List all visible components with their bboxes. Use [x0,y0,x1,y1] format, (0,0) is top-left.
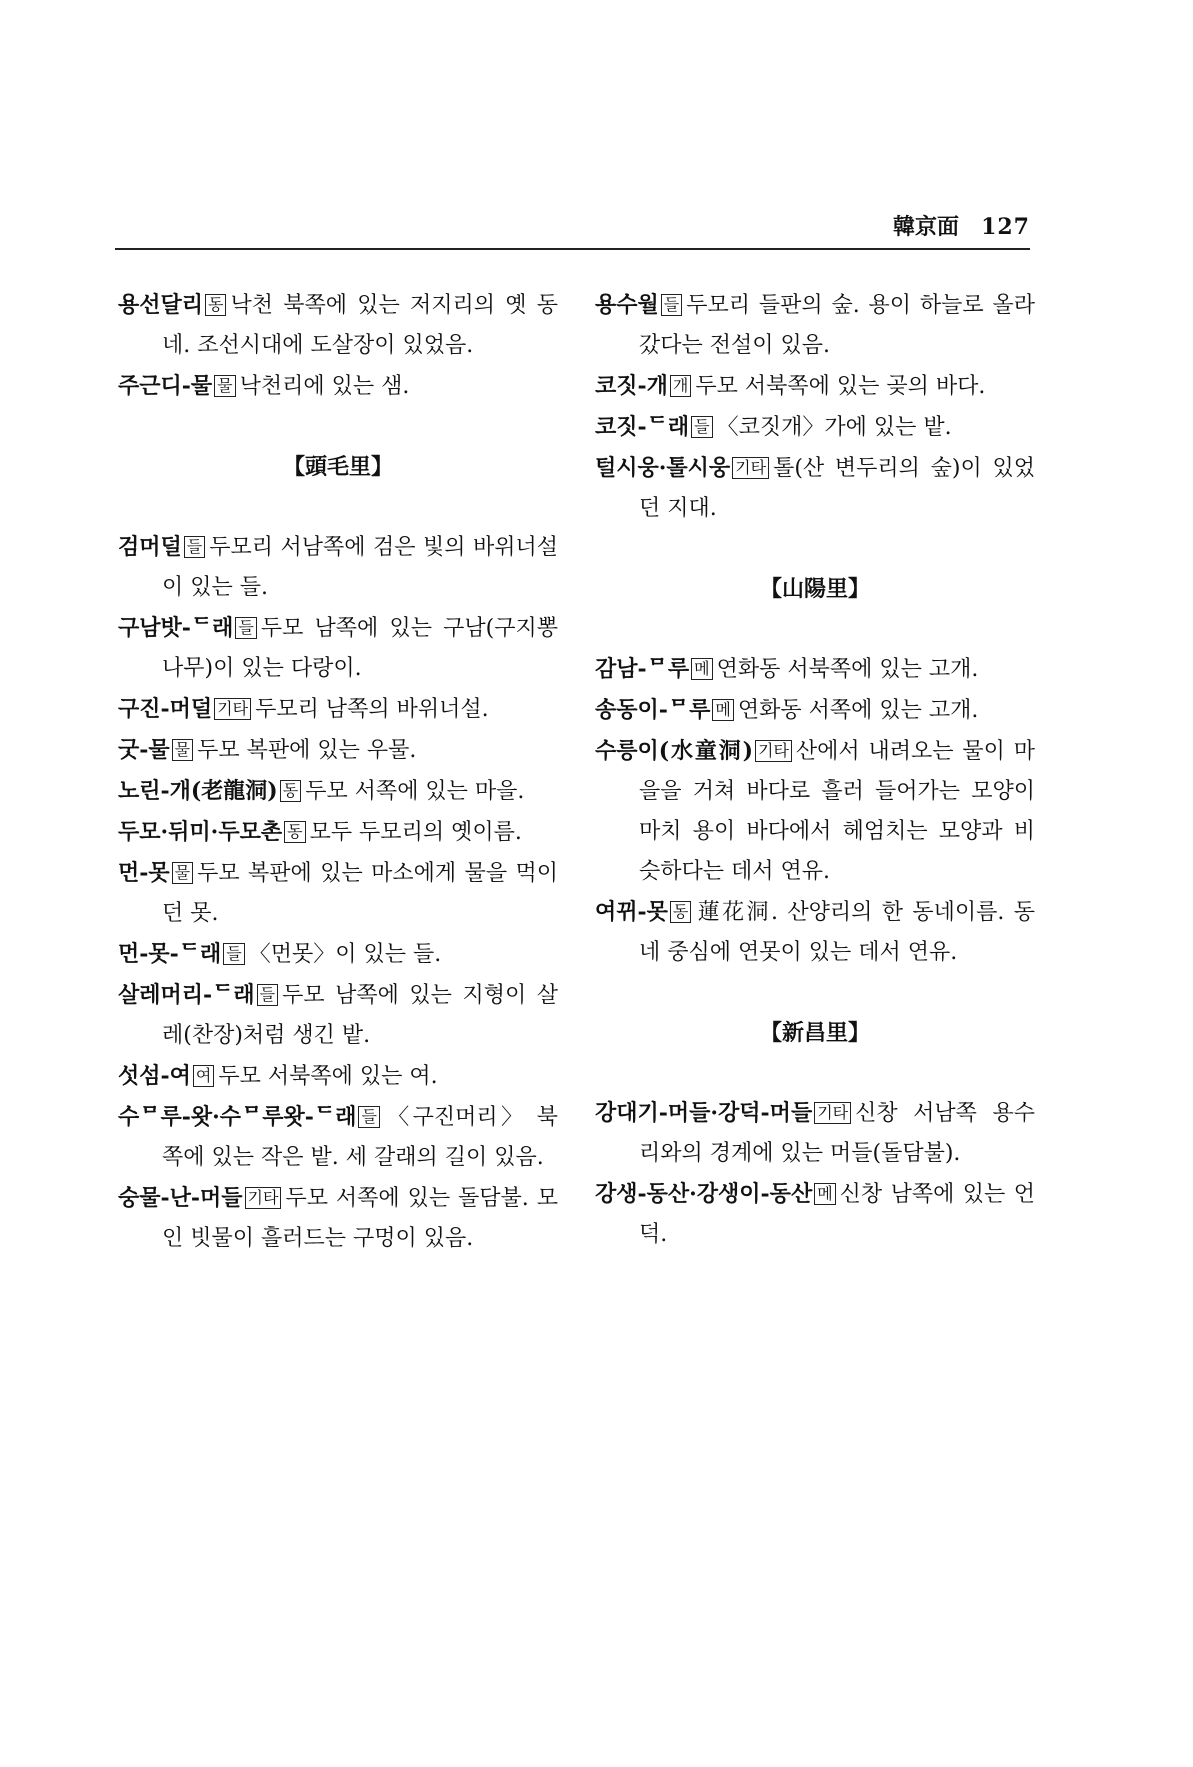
category-tag: 물 [172,739,193,761]
category-tag: 기타 [245,1187,282,1209]
category-tag: 동 [205,294,226,316]
entry-headword: 강생-동산·강생이-동산 [595,1181,813,1207]
entry-definition: 톨(산 변두리의 숲)이 있었던 지대. [639,456,1035,521]
entry-headword: 강대기-머들·강덕-머들 [595,1100,813,1126]
section-spacer [595,1053,1035,1093]
category-tag: 메 [712,699,733,721]
entry-headword: 검머덜 [118,534,182,560]
dictionary-entry [595,1093,1035,1174]
entry-definition: 〈먼못〉이 있는 들. [248,942,442,967]
entry-definition: 두모 복판에 있는 우물. [197,738,417,763]
entry-headword: 먼-못-ᄃ래 [118,941,222,967]
category-tag: 들 [661,294,682,316]
section-spacer [118,407,558,447]
category-tag: 기타 [214,698,251,720]
entry-headword: 노린-개(老龍洞) [118,778,278,804]
category-tag: 기타 [732,457,769,479]
entry-headword: 수ᄆ루-왓·수ᄆ루왓-ᄃ래 [118,1104,357,1130]
dictionary-entry [595,285,1035,366]
dictionary-entry [595,407,1035,448]
entry-definition: 두모 서북쪽에 있는 곶의 바다. [695,374,986,399]
entry-headword: 여뀌-못 [595,899,668,925]
dictionary-entry [595,649,1035,690]
running-head [115,210,1030,244]
category-tag: 동 [280,780,301,802]
entry-headword: 먼-못 [118,860,170,886]
entry-definition: 두모리 서남쪽에 검은 빛의 바위너설이 있는 들. [162,535,558,600]
entry-headword: 두모·뒤미·두모촌 [118,819,283,845]
entry-definition: 신창 남쪽에 있는 언덕. [639,1182,1035,1247]
entry-definition: 신창 서남쪽 용수리와의 경계에 있는 머들(돌담불). [639,1101,1035,1166]
entry-definition: 모두 두모리의 옛이름. [309,820,522,845]
dictionary-entry [118,853,558,934]
category-tag: 들 [358,1106,379,1128]
section-spacer [595,609,1035,649]
dictionary-entry [118,934,558,975]
entry-headword: 숭물-난-머들 [118,1185,243,1211]
entry-definition: 〈코짓개〉가에 있는 밭. [716,415,952,440]
entry-headword: 수릉이(水童洞) [595,738,753,764]
dictionary-entry [118,285,558,366]
dictionary-entry [118,608,558,689]
entry-headword: 살레머리-ᄃ래 [118,982,255,1008]
entry-headword: 용수월 [595,292,659,318]
dictionary-entry [118,527,558,608]
entry-headword: 구남밧-ᄃ래 [118,615,234,641]
dictionary-entry [118,366,558,407]
entry-headword: 송동이-ᄆ루 [595,697,711,723]
category-tag: 물 [172,862,193,884]
header-rule [115,248,1030,250]
entry-headword: 주근디-물 [118,373,213,399]
dictionary-entry [118,812,558,853]
dictionary-entry [118,689,558,730]
entry-definition: 연화동 서쪽에 있는 고개. [737,698,979,723]
entry-definition: 낙천리에 있는 샘. [239,374,410,399]
page-number: 127 [981,214,1030,240]
category-tag: 여 [193,1065,214,1087]
entry-definition: 두모리 들판의 숲. 용이 하늘로 올라갔다는 전설이 있음. [639,293,1035,358]
entry-headword: 코짓-개 [595,373,668,399]
section-spacer [118,487,558,527]
right-column [595,285,1035,1255]
category-tag: 들 [235,617,256,639]
section-heading: 【新昌里】 [759,1020,870,1046]
entry-headword: 코짓-ᄃ래 [595,414,690,440]
dictionary-entry [595,731,1035,892]
dictionary-entry [118,1178,558,1259]
dictionary-entry [118,975,558,1056]
dictionary-entry [595,1174,1035,1255]
entry-headword: 용선달리 [118,292,204,318]
category-tag: 동 [670,901,691,923]
category-tag: 들 [257,984,278,1006]
entry-headword: 굿-물 [118,737,170,763]
category-tag: 메 [691,658,712,680]
entry-definition: 두모리 남쪽의 바위너설. [255,697,489,722]
entry-definition: 연화동 서북쪽에 있는 고개. [716,657,979,682]
dictionary-entry [118,1056,558,1097]
section-title: 韓京面 [893,214,960,240]
category-tag: 기타 [755,740,792,762]
dictionary-entry [595,366,1035,407]
entry-definition: 두모 서쪽에 있는 돌담불. 모인 빗물이 흘러드는 구멍이 있음. [162,1186,558,1251]
entry-headword: 털시웅·톨시웅 [595,455,731,481]
entry-definition: 두모 남쪽에 있는 지형이 살레(찬장)처럼 생긴 밭. [162,983,558,1048]
entry-headword: 섯섬-여 [118,1063,191,1089]
category-tag: 들 [691,416,712,438]
dictionary-entry [118,730,558,771]
dictionary-entry [118,1097,558,1178]
category-tag: 개 [670,375,691,397]
category-tag: 기타 [814,1102,851,1124]
dictionary-entry [595,690,1035,731]
entry-definition: 두모 서쪽에 있는 마을. [305,779,525,804]
section-spacer [595,973,1035,1013]
entry-definition: 두모 남쪽에 있는 구남(구지뽕나무)이 있는 다랑이. [162,616,558,681]
entry-definition: 蓮花洞. 산양리의 한 동네이름. 동네 중심에 연못이 있는 데서 연유. [639,900,1035,965]
category-tag: 동 [284,821,305,843]
category-tag: 들 [223,943,244,965]
dictionary-entry [595,892,1035,973]
section-heading: 【山陽里】 [759,576,870,602]
entry-definition: 두모 서북쪽에 있는 여. [218,1064,438,1089]
category-tag: 들 [184,536,205,558]
category-tag: 물 [214,375,235,397]
section-spacer [595,529,1035,569]
entry-definition: 낙천 북쪽에 있는 저지리의 옛 동네. 조선시대에 도살장이 있었음. [162,293,558,358]
entry-definition: 산에서 내려오는 물이 마을을 거쳐 바다로 흘러 들어가는 모양이 마치 용이 바다에서 헤엄치는 모양과 비슷하다는 데서 연유. [639,739,1035,884]
entry-definition: 〈구진머리〉 북쪽에 있는 작은 밭. 세 갈래의 길이 있음. [162,1105,558,1170]
entry-definition: 두모 복판에 있는 마소에게 물을 먹이던 못. [162,861,558,926]
dictionary-entry [595,448,1035,529]
left-column [118,285,558,1259]
entry-headword: 구진-머덜 [118,696,213,722]
category-tag: 메 [814,1183,835,1205]
dictionary-entry [118,771,558,812]
section-heading: 【頭毛里】 [282,454,393,480]
entry-headword: 감남-ᄆ루 [595,656,690,682]
